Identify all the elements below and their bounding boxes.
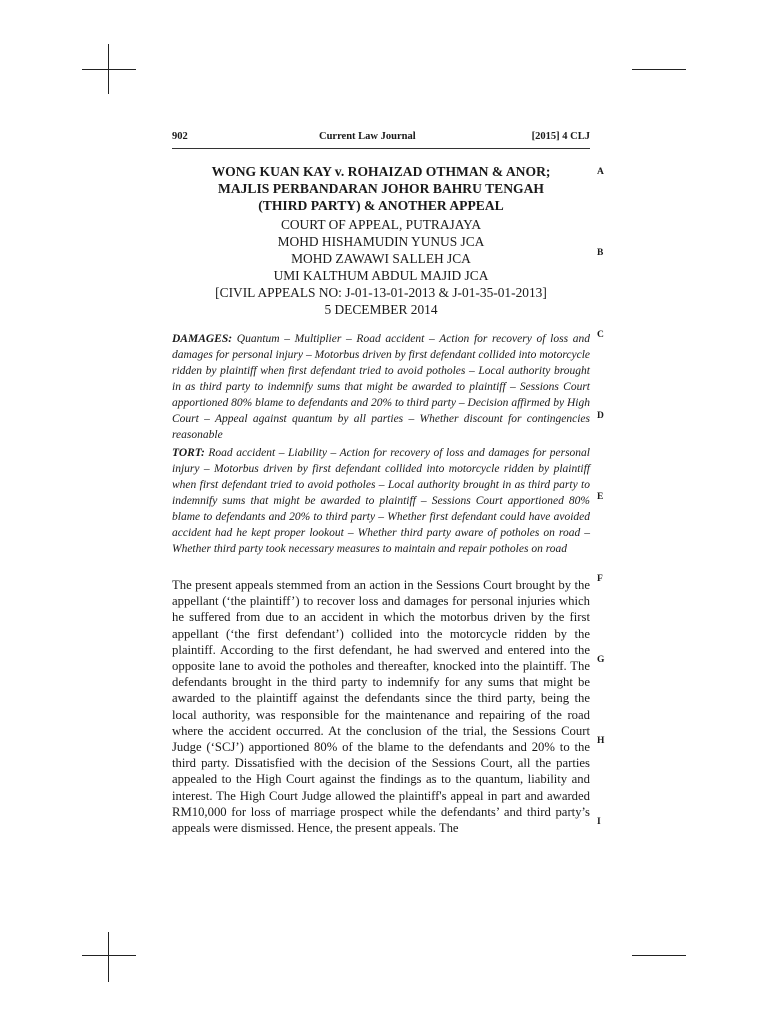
catchword-label: DAMAGES:: [172, 333, 233, 345]
judge-name: MOHD ZAWAWI SALLEH JCA: [291, 251, 471, 266]
citation: [2015] 4 CLJ: [531, 131, 590, 142]
title-line: (THIRD PARTY) & ANOTHER APPEAL: [258, 198, 504, 213]
running-header: [172, 131, 590, 147]
page-number: 902: [172, 131, 188, 142]
case-numbers: [CIVIL APPEALS NO: J-01-13-01-2013 & J-01-35-01-2013]: [215, 285, 547, 300]
margin-letter: D: [597, 411, 604, 421]
case-title: [172, 163, 590, 214]
margin-letter: C: [597, 330, 604, 340]
margin-letter: A: [597, 167, 604, 177]
catchword-text: Road accident – Liability – Action for recovery of loss and damages for personal injury – Motorbus driven by first defendant collided into motorcycle ridden by plaintiff when first defendant tried to avoid potholes – Local authority brought in as third party to indemnify sums that might be awarded to plaintiff – Sessions Court apportioned 80% blame to defendants and 20% to third party – Whether first defendant could have avoided accident had he kept proper lookout – Whether third party aware of potholes on road – Whether third party took necessary measures to maintain and repair potholes on road: [172, 447, 590, 555]
crop-mark: [82, 69, 136, 70]
crop-mark: [108, 932, 109, 982]
title-line: MAJLIS PERBANDARAN JOHOR BAHRU TENGAH: [217, 181, 545, 196]
margin-letter: H: [597, 736, 605, 746]
court-name: COURT OF APPEAL, PUTRAJAYA: [280, 217, 482, 232]
decision-date: 5 DECEMBER 2014: [324, 302, 438, 317]
header-rule: [172, 148, 590, 149]
margin-letter: I: [597, 817, 601, 827]
crop-mark: [632, 69, 686, 70]
catchword-tort: [172, 445, 590, 557]
court-info: [172, 216, 590, 318]
crop-mark: [108, 44, 109, 94]
crop-mark: [82, 955, 136, 956]
margin-letter: F: [597, 574, 603, 584]
judge-name: MOHD HISHAMUDIN YUNUS JCA: [277, 234, 485, 249]
journal-name: Current Law Journal: [319, 131, 416, 142]
title-line: WONG KUAN KAY v. ROHAIZAD OTHMAN & ANOR;: [211, 164, 551, 179]
catchword-text: Quantum – Multiplier – Road accident – Action for recovery of loss and damages for personal injury – Motorbus driven by first defendant collided into motorcycle ridden by plaintiff when first defendant tried to avoid potholes – Local authority brought in as third party to indemnify sums that might be awarded to plaintiff – Sessions Court apportioned 80% blame to defendants and 20% to third party – Decision affirmed by High Court – Appeal against quantum by all parties – Whether discount for contingencies reasonable: [172, 333, 590, 441]
margin-letter: B: [597, 248, 604, 258]
catchword-label: TORT:: [172, 447, 205, 459]
catchword-damages: [172, 331, 590, 443]
judge-name: UMI KALTHUM ABDUL MAJID JCA: [273, 268, 489, 283]
margin-letter: E: [597, 492, 604, 502]
margin-letter: G: [597, 655, 605, 665]
headnote-paragraph: The present appeals stemmed from an action in the Sessions Court brought by the appellant (‘the plaintiff’) to recover loss and damages for personal injuries which he suffered from due to an accident in which the motorbus driven by the first appellant (‘the first defendant’) collided into the motorcycle ridden by the plaintiff. According to the first defendant, he had swerved and entered into the opposite lane to avoid the potholes and thereafter, knocked into the plaintiff. The defendants brought in the third party to indemnify for any sums that might be awarded to the plaintiff against the defendants since the third party, being the local authority, was responsible for the maintenance and repairing of the road where the accident occurred. At the conclusion of the trial, the Sessions Court Judge (‘SCJ’) apportioned 80% of the blame to the defendants and 20% to the third party. Dissatisfied with the decision of the Sessions Court, all the parties appealed to the High Court against the findings as to the quantum, liability and interest. The High Court Judge allowed the plaintiff's appeal in part and awarded RM10,000 for loss of marriage prospect while the defendants’ and third party’s appeals were dismissed. Hence, the present appeals. The: [172, 578, 590, 836]
crop-mark: [632, 955, 686, 956]
